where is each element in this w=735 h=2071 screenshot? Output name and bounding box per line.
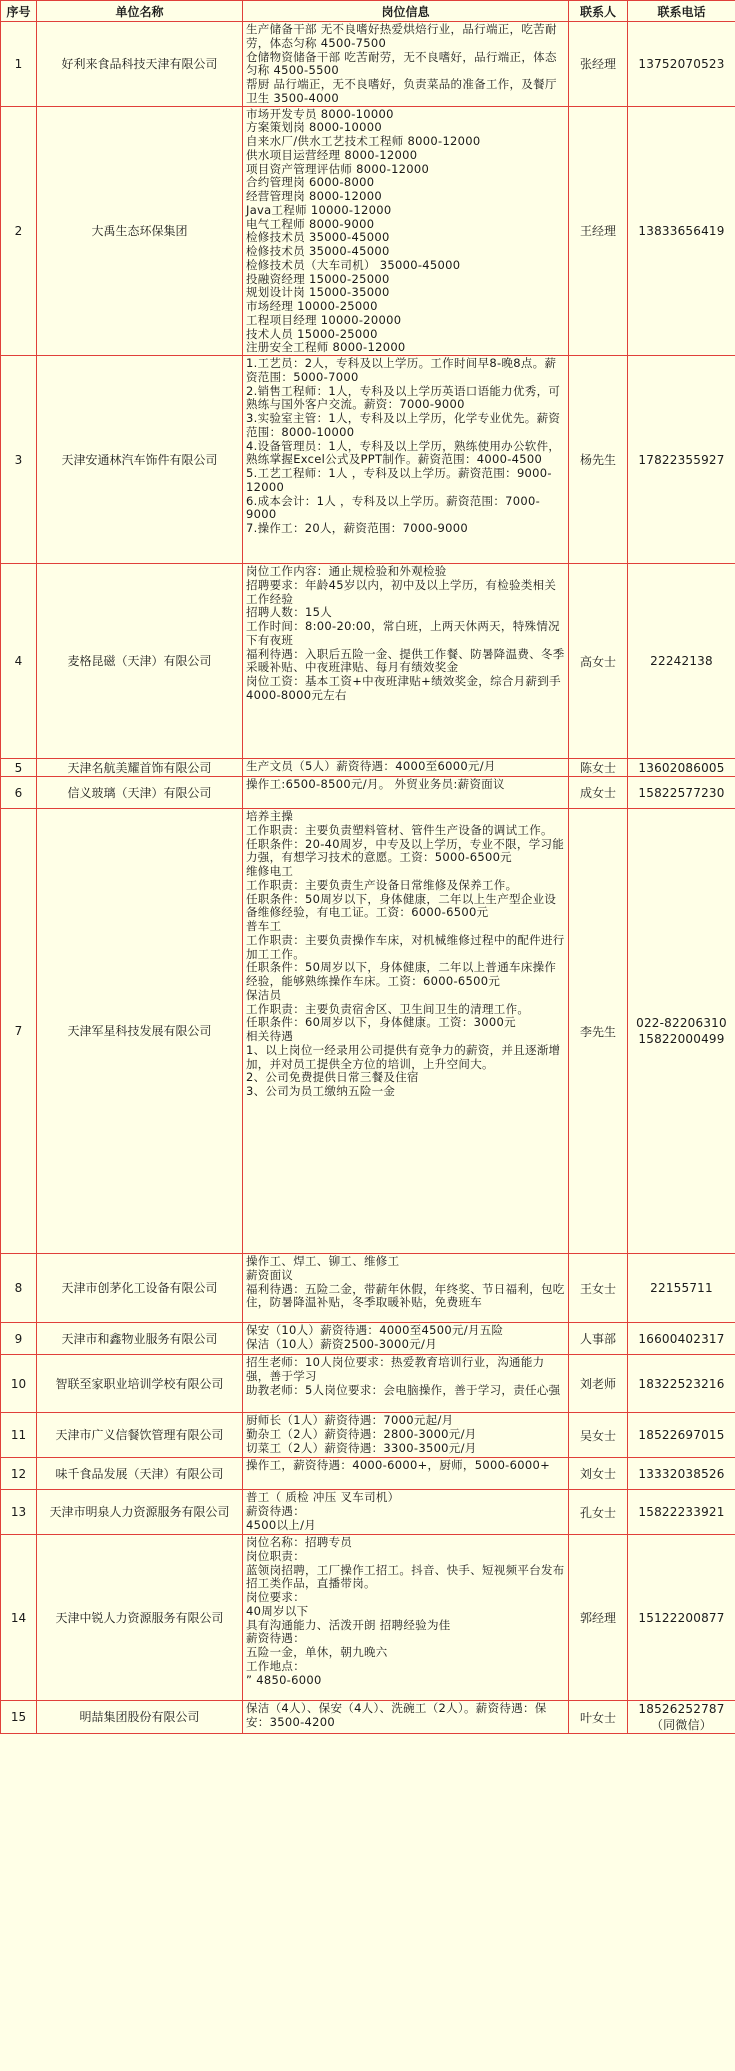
table-row (1, 22, 735, 107)
position-info: 1.工艺员：2人，专科及以上学历。工作时间早8-晚8点。薪资范围：5000-7000 2.销售工程师：1人，专科及以上学历英语口语能力优秀，可熟练与国外客户交流。薪资：7000-9000 3.实验室主管：1人，专科及以上学历，化学专业优先。薪资范围：8000-10000 4.设备管理员：1人，专科及以上学历，熟练使用办公软件，熟练掌握Excel公式及PPT制作。薪资范围：4000-4500 5.工艺工程师：1人 ，专科及以上学历。薪资范围：9000-12000 6.成本会计：1人 ，专科及以上学历。薪资范围：7000-9000 7.操作工：20人，薪资范围：7000-9000 (243, 356, 569, 564)
company-name: 天津安通林汽车饰件有限公司 (37, 356, 243, 564)
contact-phone: 15822233921 (628, 1490, 735, 1535)
table-row (1, 1701, 735, 1734)
row-index: 6 (1, 777, 37, 809)
row-index: 2 (1, 106, 37, 356)
position-info: 保洁（4人）、保安（4人）、洗碗工（2人）。薪资待遇：保安：3500-4200 (243, 1701, 569, 1734)
row-index: 10 (1, 1355, 37, 1413)
position-info: 岗位工作内容：通止规检验和外观检验 招聘要求：年龄45岁以内，初中及以上学历，有检验类相关工作经验 招聘人数：15人 工作时间：8:00-20:00，常白班，上两天休两天，特殊情况下有夜班 福利待遇：入职后五险一金、提供工作餐、防暑降温费、冬季采暖补贴、中夜班津贴、每月有绩效奖金 岗位工资：基本工资+中夜班津贴+绩效奖金，综合月薪到手4000-8000元左右 (243, 564, 569, 759)
contact-person: 陈女士 (569, 759, 628, 777)
company-name: 天津市创茅化工设备有限公司 (37, 1254, 243, 1323)
table-row (1, 356, 735, 564)
row-index: 7 (1, 809, 37, 1254)
company-name: 大禹生态环保集团 (37, 106, 243, 356)
position-info: 市场开发专员 8000-10000 方案策划岗 8000-10000 自来水厂/供水工艺技术工程师 8000-12000 供水项目运营经理 8000-12000 项目资产管理评估师 8000-12000 合约管理岗 6000-8000 经营管理岗 8000-12000 Java工程师 10000-12000 电气工程师 8000-9000 检修技术员 35000-45000 检修技术员 35000-45000 检修技术员（大车司机） 35000-45000 投融资经理 15000-25000 规划设计岗 15000-35000 市场经理 10000-25000 工程项目经理 10000-20000 技术人员 15000-25000 注册安全工程师 8000-12000 (243, 106, 569, 356)
row-index: 5 (1, 759, 37, 777)
contact-person: 张经理 (569, 22, 628, 107)
position-info: 生产储备干部 无不良嗜好热爱烘焙行业，品行端正，吃苦耐劳，体态匀称 4500-7500 仓储物资储备干部 吃苦耐劳，无不良嗜好，品行端正，体态匀称 4500-5500 帮厨 品行端正，无不良嗜好，负责菜品的准备工作，及餐厅卫生 3500-4000 (243, 22, 569, 107)
contact-person: 李先生 (569, 809, 628, 1254)
company-name: 天津市和鑫物业服务有限公司 (37, 1323, 243, 1355)
position-info: 生产文员（5人）薪资待遇：4000至6000元/月 (243, 759, 569, 777)
row-index: 13 (1, 1490, 37, 1535)
table-row (1, 777, 735, 809)
table-row (1, 1413, 735, 1458)
company-name: 智联至家职业培训学校有限公司 (37, 1355, 243, 1413)
contact-phone: 18526252787 （同微信） (628, 1701, 735, 1734)
contact-phone: 13833656419 (628, 106, 735, 356)
row-index: 4 (1, 564, 37, 759)
header-index: 序号 (1, 1, 37, 22)
table-row (1, 1323, 735, 1355)
row-index: 14 (1, 1535, 37, 1701)
contact-phone: 13752070523 (628, 22, 735, 107)
position-info: 保安（10人）薪资待遇：4000至4500元/月五险 保洁（10人）薪资2500-3000元/月 (243, 1323, 569, 1355)
table-row (1, 809, 735, 1254)
contact-person: 刘女士 (569, 1458, 628, 1490)
company-name: 天津名航美耀首饰有限公司 (37, 759, 243, 777)
contact-phone: 15122200877 (628, 1535, 735, 1701)
contact-phone: 16600402317 (628, 1323, 735, 1355)
row-index: 11 (1, 1413, 37, 1458)
header-phone: 联系电话 (628, 1, 735, 22)
header-positions: 岗位信息 (243, 1, 569, 22)
contact-phone: 18522697015 (628, 1413, 735, 1458)
contact-person: 高女士 (569, 564, 628, 759)
table-row (1, 1355, 735, 1413)
company-name: 天津市明泉人力资源服务有限公司 (37, 1490, 243, 1535)
contact-person: 郭经理 (569, 1535, 628, 1701)
header-row (1, 1, 735, 22)
position-info: 操作工，薪资待遇：4000-6000+，厨师，5000-6000+ (243, 1458, 569, 1490)
position-info: 招生老师：10人岗位要求：热爱教育培训行业，沟通能力强，善于学习 助教老师：5人岗位要求：会电脑操作，善于学习，责任心强 (243, 1355, 569, 1413)
company-name: 信义玻璃（天津）有限公司 (37, 777, 243, 809)
position-info: 操作工、焊工、铆工、维修工 薪资面议 福利待遇：五险二金，带薪年休假，年终奖、节日福利，包吃住，防暑降温补贴，冬季取暖补贴，免费班车 (243, 1254, 569, 1323)
header-contact: 联系人 (569, 1, 628, 22)
row-index: 12 (1, 1458, 37, 1490)
row-index: 9 (1, 1323, 37, 1355)
contact-phone: 13332038526 (628, 1458, 735, 1490)
table-row (1, 564, 735, 759)
company-name: 天津市广义信餐饮管理有限公司 (37, 1413, 243, 1458)
table-row (1, 1490, 735, 1535)
company-name: 麦格昆磁（天津）有限公司 (37, 564, 243, 759)
company-name: 味千食品发展（天津）有限公司 (37, 1458, 243, 1490)
header-company: 单位名称 (37, 1, 243, 22)
contact-person: 孔女士 (569, 1490, 628, 1535)
table-row (1, 1535, 735, 1701)
row-index: 8 (1, 1254, 37, 1323)
contact-person: 人事部 (569, 1323, 628, 1355)
contact-phone: 17822355927 (628, 356, 735, 564)
contact-person: 刘老师 (569, 1355, 628, 1413)
company-name: 好利来食品科技天津有限公司 (37, 22, 243, 107)
position-info: 普工（ 质检 冲压 叉车司机） 薪资待遇： 4500以上/月 (243, 1490, 569, 1535)
table-row (1, 759, 735, 777)
contact-phone: 15822577230 (628, 777, 735, 809)
position-info: 操作工:6500-8500元/月。 外贸业务员:薪资面议 (243, 777, 569, 809)
table-row (1, 106, 735, 356)
contact-person: 杨先生 (569, 356, 628, 564)
company-name: 明喆集团股份有限公司 (37, 1701, 243, 1734)
position-info: 岗位名称：招聘专员 岗位职责： 蓝领岗招聘，工厂操作工招工。抖音、快手、短视频平台发布招工类作品，直播带岗。 岗位要求： 40周岁以下 具有沟通能力、活泼开朗 招聘经验为佳 薪资待遇： 五险一金，单休，朝九晚六 工作地点： ” 4850-6000 (243, 1535, 569, 1701)
contact-person: 王女士 (569, 1254, 628, 1323)
contact-phone: 18322523216 (628, 1355, 735, 1413)
table-row (1, 1254, 735, 1323)
row-index: 1 (1, 22, 37, 107)
contact-phone: 13602086005 (628, 759, 735, 777)
contact-phone: 022-82206310 15822000499 (628, 809, 735, 1254)
row-index: 3 (1, 356, 37, 564)
row-index: 15 (1, 1701, 37, 1734)
contact-person: 王经理 (569, 106, 628, 356)
contact-person: 成女士 (569, 777, 628, 809)
company-name: 天津军星科技发展有限公司 (37, 809, 243, 1254)
position-info: 培养主操 工作职责：主要负责塑料管材、管件生产设备的调试工作。 任职条件：20-40周岁，中专及以上学历，专业不限，学习能力强，有想学习技术的意愿。工资：5000-6500元 维修电工 工作职责：主要负责生产设备日常维修及保养工作。 任职条件：50周岁以下，身体健康，二年以上生产型企业设备维修经验，有电工证。工资：6000-6500元 普车工 工作职责：主要负责操作车床，对机械维修过程中的配件进行加工工作。 任职条件：50周岁以下，身体健康，二年以上普通车床操作经验，能够熟练操作车床。工资：6000-6500元 保洁员 工作职责：主要负责宿舍区、卫生间卫生的清理工作。 任职条件：60周岁以下，身体健康。工资：3000元 相关待遇 1、以上岗位一经录用公司提供有竞争力的薪资，并且逐渐增加，并对员工提供全方位的培训，上升空间大。 2、公司免费提供日常三餐及住宿 3、公司为员工缴纳五险一金 (243, 809, 569, 1254)
contact-phone: 22155711 (628, 1254, 735, 1323)
contact-person: 吴女士 (569, 1413, 628, 1458)
contact-phone: 22242138 (628, 564, 735, 759)
company-name: 天津中锐人力资源服务有限公司 (37, 1535, 243, 1701)
table-row (1, 1458, 735, 1490)
contact-person: 叶女士 (569, 1701, 628, 1734)
position-info: 厨师长（1人）薪资待遇：7000元起/月 勤杂工（2人）薪资待遇：2800-3000元/月 切菜工（2人）薪资待遇：3300-3500元/月 (243, 1413, 569, 1458)
